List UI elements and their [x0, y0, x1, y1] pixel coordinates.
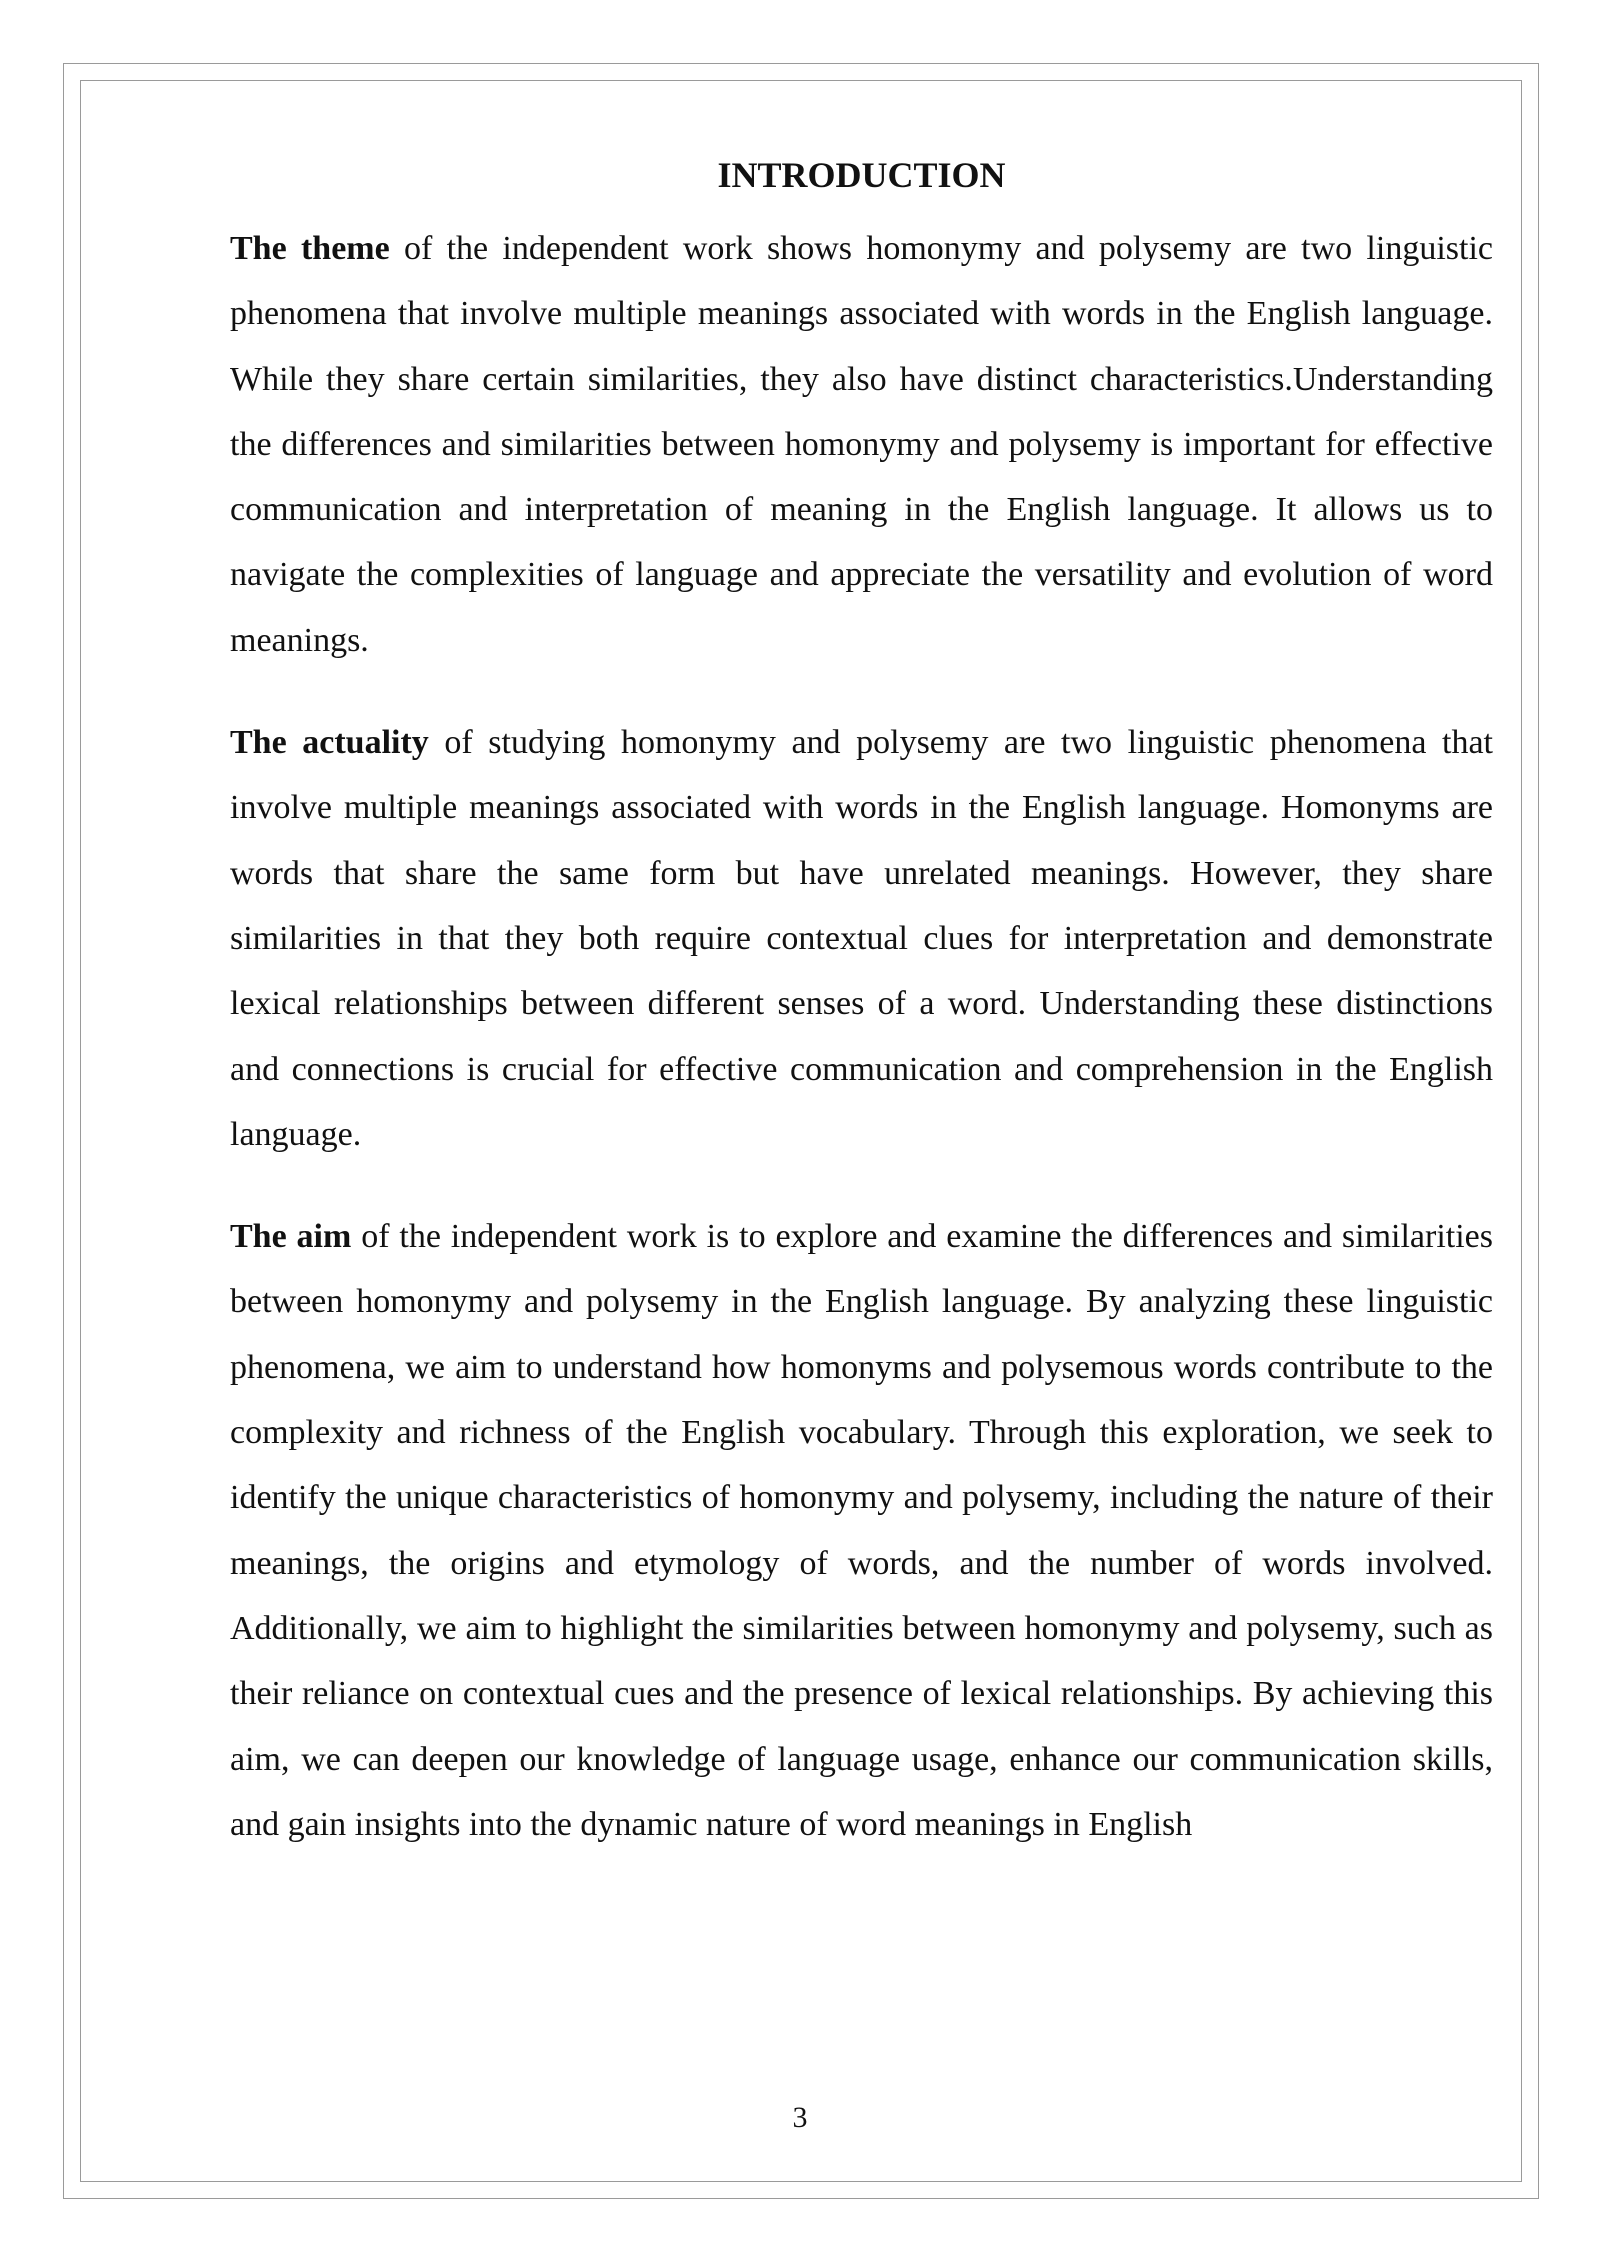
paragraph-aim — [230, 1204, 1493, 1857]
paragraph-text: of the independent work shows homonymy and polysemy are two linguistic phenomena that involve multiple meanings associated with words in the English language. While they share certain similarities, they also have distinct characteristics.Understanding the differences and similarities between homonymy and polysemy is important for effective communication and interpretation of meaning in the English language. It allows us to navigate the complexities of language and appreciate the versatility and evolution of word meanings. — [230, 230, 1493, 659]
paragraph-lead: The theme — [230, 230, 390, 267]
paragraph-theme — [230, 216, 1493, 673]
paragraph-text: of studying homonymy and polysemy are two linguistic phenomena that involve multiple meanings associated with words in the English language. Homonyms are words that share the same form but have unrelated meanings. However, they share similarities in that they both require contextual clues for interpretation and demonstrate lexical relationships between different senses of a word. Understanding these distinctions and connections is crucial for effective communication and comprehension in the English language. — [230, 724, 1493, 1153]
page-content — [230, 150, 1493, 1857]
paragraph-text: of the independent work is to explore and examine the differences and similarities between homonymy and polysemy in the English language. By analyzing these linguistic phenomena, we aim to understand how homonyms and polysemous words contribute to the complexity and richness of the English vocabulary. Through this exploration, we seek to identify the unique characteristics of homonymy and polysemy, including the nature of their meanings, the origins and etymology of words, and the number of words involved. Additionally, we aim to highlight the similarities between homonymy and polysemy, such as their reliance on contextual cues and the presence of lexical relationships. By achieving this aim, we can deepen our knowledge of language usage, enhance our communication skills, and gain insights into the dynamic nature of word meanings in English — [230, 1218, 1494, 1843]
paragraph-actuality — [230, 710, 1493, 1167]
page-number: 3 — [792, 2101, 808, 2134]
paragraph-lead: The actuality — [230, 724, 429, 762]
paragraph-lead: The aim — [230, 1218, 352, 1256]
document-title: INTRODUCTION — [717, 155, 1006, 195]
